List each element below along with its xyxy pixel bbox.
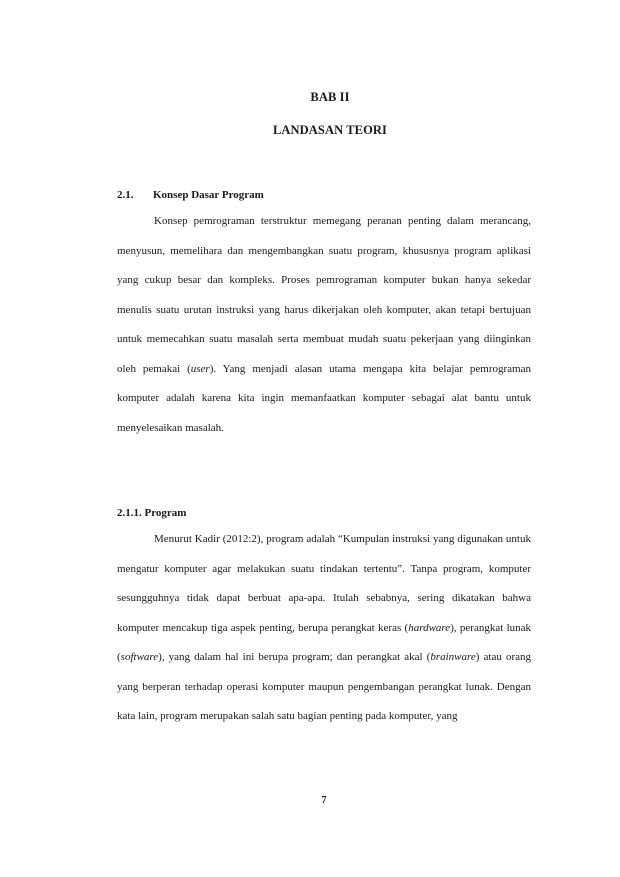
term-hardware: hardware — [408, 621, 451, 634]
paragraph-text-4: ) atau orang yang berperan terhadap operasi komputer maupun pengembangan perangkat lunak. Dengan kata lain, program merupakan salah satu bagian penting pada komputer, yang — [117, 651, 531, 722]
term-brainware: brainware — [430, 651, 476, 663]
paragraph-text-b: ). Yang menjadi alasan utama mengapa kita belajar pemrograman komputer adalah karena kita ingin memanfaatkan komputer sebagai alat bantu untuk menyelesaikan masalah. — [117, 362, 531, 434]
term-software: software — [120, 651, 159, 663]
paragraph-text-3: ), yang dalam hal ini berupa program; dan perangkat akal ( — [158, 651, 431, 663]
chapter-label: BAB II — [310, 90, 350, 104]
section-2-1-1-body — [117, 525, 531, 732]
paragraph-text-a: Konsep pemrograman terstruktur memegang peranan penting dalam merancang, menyusun, memelihara dan mengembangkan suatu program, khususnya program aplikasi yang cukup besar dan kompleks. Proses pemrograman komputer bukan hanya sekedar menulis suatu urutan instruksi yang harus dikerjakan oleh komputer, akan tetapi bertujuan untuk memecahkan suatu masalah serta membuat mudah suatu pekerjaan yang diinginkan oleh pemakai ( — [117, 215, 531, 375]
section-heading-2-1 — [117, 189, 264, 201]
section-title: Konsep Dasar Program — [153, 189, 264, 201]
paragraph-text-2: ), perangkat lunak ( — [117, 621, 532, 663]
section-number: 2.1. — [117, 189, 134, 201]
page-number: 7 — [321, 795, 327, 806]
section-2-1-body — [117, 207, 531, 443]
term-user: user — [190, 362, 210, 375]
chapter-title: LANDASAN TEORI — [272, 123, 388, 137]
paragraph — [117, 207, 531, 443]
section-heading-2-1-1: 2.1.1. Program — [117, 507, 187, 519]
paragraph — [117, 525, 531, 732]
paragraph-text-1: Menurut Kadir (2012:2), program adalah “Kumpulan instruksi yang digunakan untuk mengatur komputer agar melakukan suatu tindakan tertentu”. Tanpa program, komputer sesungguhnya tidak dapat berbuat apa-apa. Itulah sebabnya, sering dikatakan bahwa komputer mencakup tiga aspek penting, berupa perangkat keras ( — [117, 533, 531, 634]
